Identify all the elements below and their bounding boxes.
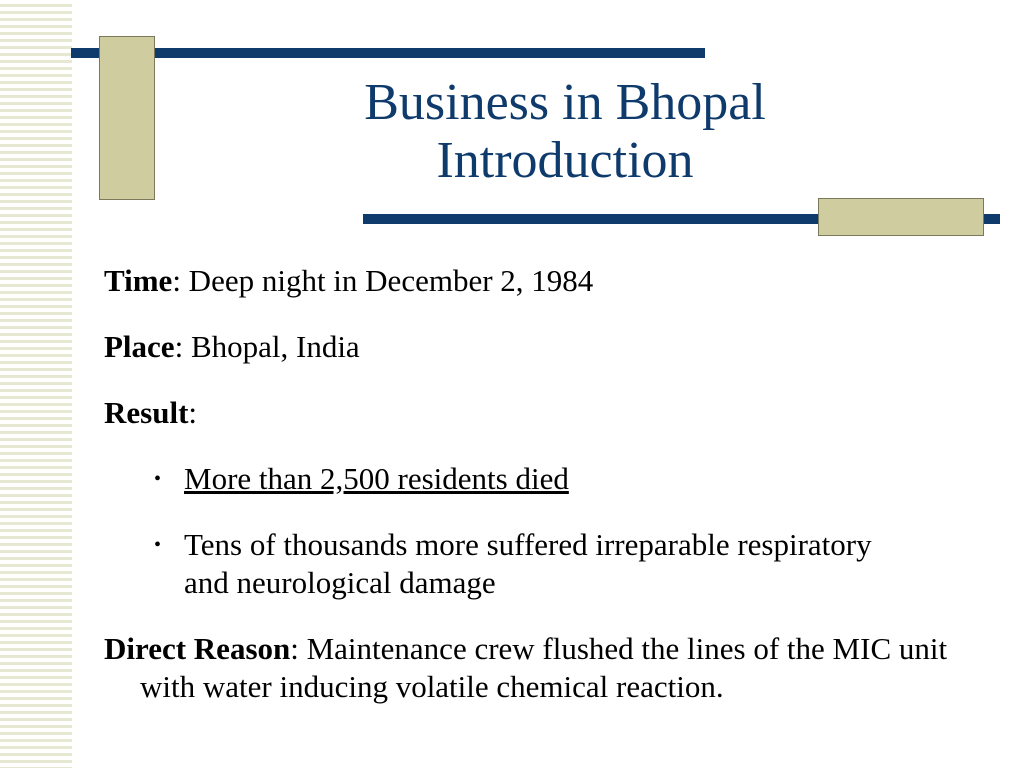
- result-label: Result: [104, 395, 189, 430]
- time-item: [104, 262, 1004, 300]
- reason-label: Direct Reason: [104, 631, 291, 666]
- time-value: : Deep night in December 2, 1984: [172, 263, 594, 298]
- right-accent-box: [818, 198, 984, 236]
- bullet-dot: •: [154, 468, 162, 490]
- slide-title: [250, 74, 880, 190]
- bullet-dot: •: [154, 534, 162, 556]
- top-accent-bar: [71, 48, 705, 58]
- time-label: Time: [104, 263, 173, 298]
- place-label: Place: [104, 329, 175, 364]
- bullet-item: [104, 460, 904, 498]
- result-item: [104, 394, 1004, 432]
- title-line-2: Introduction: [436, 132, 694, 189]
- slide-body: [104, 262, 1004, 734]
- title-line-1: Business in Bhopal: [364, 74, 766, 131]
- bullet-text: Tens of thousands more suffered irreparable respiratory and neurological damage: [184, 527, 872, 600]
- bullet-item: [104, 526, 904, 602]
- reason-item: [104, 630, 970, 706]
- reason-value: : Maintenance crew flushed the lines of the MIC unit with water inducing volatile chemical reaction.: [140, 631, 948, 704]
- result-value: :: [188, 395, 198, 430]
- top-accent-box: [99, 36, 155, 200]
- place-value: : Bhopal, India: [174, 329, 360, 364]
- place-item: [104, 328, 1004, 366]
- left-stripe-decoration: [0, 0, 72, 768]
- residents-died-link[interactable]: More than 2,500 residents died: [184, 461, 569, 496]
